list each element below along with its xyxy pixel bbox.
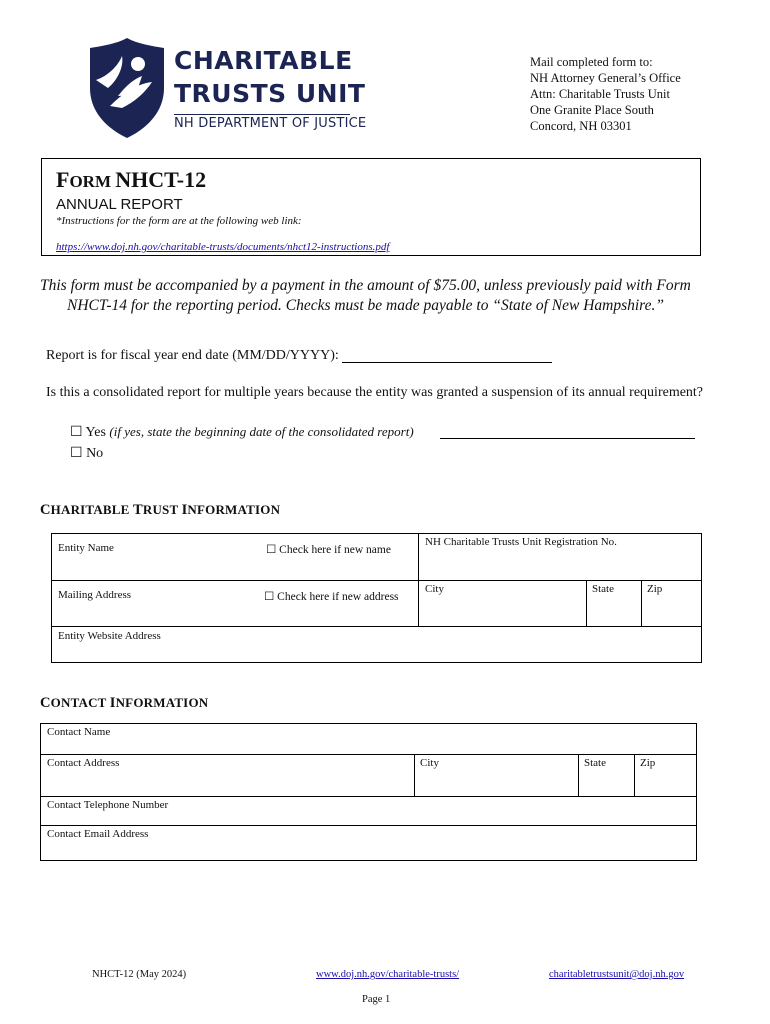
new-address-check-label: ☐ Check here if new address (264, 591, 399, 603)
form-title: FORM NHCT-12 (56, 167, 207, 192)
contact-section-heading: CONTACT INFORMATION (40, 695, 209, 711)
row-divider (52, 626, 419, 627)
consolidated-question: Is this a consolidated report for multiple years because the entity was granted a suspension of its annual requirement? (46, 385, 704, 400)
logo-title-line2: TRUSTS UNIT (174, 79, 366, 108)
contact-address-label: Contact Address (47, 757, 120, 769)
footer-email-link[interactable]: charitabletrustsunit@doj.nh.gov (549, 969, 685, 980)
footer-website-link[interactable]: www.doj.nh.gov/charitable-trusts/ (316, 969, 460, 980)
fiscal-year-field[interactable] (342, 362, 552, 363)
column-divider (634, 754, 635, 796)
shield-logo-icon (88, 36, 166, 140)
page-number: Page 1 (362, 994, 391, 1005)
no-option (70, 445, 103, 462)
mail-line: NH Attorney General’s Office (530, 71, 681, 85)
row-divider (418, 626, 701, 627)
no-checkbox[interactable]: ☐ (70, 446, 83, 461)
city-label: City (425, 583, 444, 595)
yes-note: (if yes, state the beginning date of the consolidated report) (109, 424, 414, 439)
yes-label: Yes (85, 425, 106, 440)
column-divider (418, 534, 419, 627)
contact-info-table (40, 723, 697, 861)
column-divider (578, 754, 579, 796)
yes-option (70, 424, 414, 441)
consolidated-start-date-field[interactable] (440, 438, 695, 439)
row-divider (52, 580, 701, 581)
payment-notice-line1: This form must be accompanied by a payment in the amount of $75.00, unless previously paid with Form (40, 277, 691, 294)
row-divider (41, 796, 696, 797)
contact-email-label: Contact Email Address (47, 828, 149, 840)
contact-state-label: State (584, 757, 606, 769)
mail-line: Concord, NH 03301 (530, 119, 632, 133)
new-name-check-label: ☐ Check here if new name (266, 544, 391, 556)
entity-name-label: Entity Name (58, 542, 114, 554)
column-divider (414, 754, 415, 796)
row-divider (41, 754, 696, 755)
mail-line: Attn: Charitable Trusts Unit (530, 87, 670, 101)
form-title-box (41, 158, 701, 256)
footer-form-id: NHCT-12 (May 2024) (92, 969, 187, 980)
contact-phone-label: Contact Telephone Number (47, 799, 169, 811)
column-divider (641, 580, 642, 627)
mailing-instructions (530, 54, 681, 134)
state-label: State (592, 583, 614, 595)
payment-notice (40, 276, 720, 316)
registration-number-label: NH Charitable Trusts Unit Registration No. (425, 536, 617, 548)
logo (88, 36, 367, 140)
fiscal-year-label: Report is for fiscal year end date (MM/DD/YYYY): (46, 348, 339, 363)
instructions-note: *Instructions for the form are at the following web link: (56, 215, 302, 227)
no-label: No (86, 446, 104, 461)
mail-line: Mail completed form to: (530, 55, 653, 69)
contact-zip-label: Zip (640, 757, 656, 769)
website-label: Entity Website Address (58, 630, 161, 642)
mailing-address-label: Mailing Address (58, 589, 132, 601)
row-divider (41, 825, 696, 826)
contact-city-label: City (420, 757, 439, 769)
yes-checkbox[interactable]: ☐ (70, 425, 83, 440)
trust-info-table (51, 533, 702, 663)
logo-divider (174, 114, 350, 115)
zip-label: Zip (647, 583, 663, 595)
logo-title-line1: CHARITABLE (174, 46, 353, 75)
contact-name-label: Contact Name (47, 726, 111, 738)
column-divider (586, 580, 587, 627)
instructions-link[interactable]: https://www.doj.nh.gov/charitable-trusts/documents/nhct12-instructions.pdf (56, 241, 390, 253)
form-subtitle: ANNUAL REPORT (56, 196, 183, 213)
logo-subtitle: NH DEPARTMENT OF JUSTICE (174, 116, 367, 131)
payment-notice-line2: NHCT-14 for the reporting period. Checks must be made payable to “State of New Hampshire.” (67, 297, 664, 314)
mail-line: One Granite Place South (530, 103, 654, 117)
trust-section-heading: CHARITABLE TRUST INFORMATION (40, 502, 281, 518)
